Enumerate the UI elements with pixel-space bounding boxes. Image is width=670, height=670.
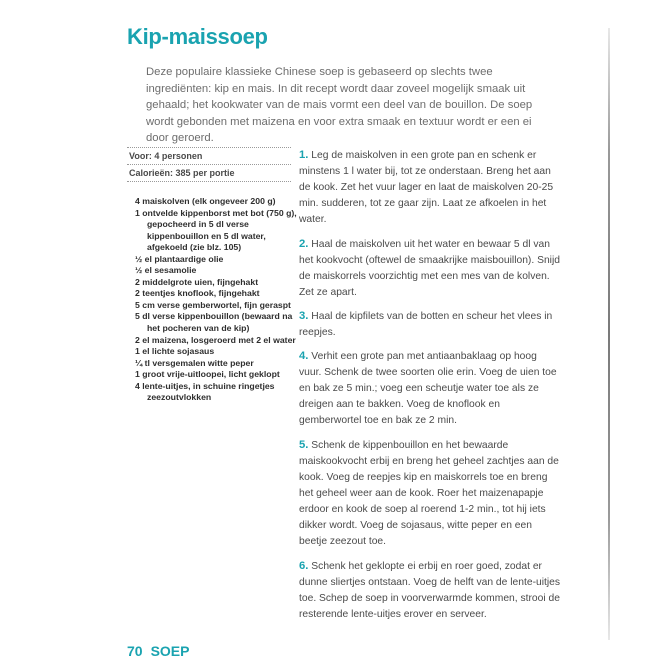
- ingredient-item: 5 dl verse kippenbouillon (bewaard na het pocheren van de kip): [135, 311, 293, 334]
- method-step: [299, 437, 561, 550]
- ingredient-item: 5 cm verse gemberwortel, fijn geraspt: [135, 299, 291, 310]
- step-text: Schenk de kippenbouillon en het bewaarde maiskookvocht erbij en breng het geheel zachtjes aan de kook. Voeg de reepjes kip en maiskorrels toe en breng het geheel weer aan de kook. Roer het maizenapapje erdoor en kook de soep al roerend 1-2 min., tot hij iets dikker wordt. Voeg de sojasaus, witte peper en een beetje zeezout toe.: [299, 440, 559, 547]
- ingredient-list: [135, 196, 300, 404]
- method-step: [299, 236, 561, 301]
- step-text: Verhit een grote pan met antiaanbaklaag op hoog vuur. Schenk de twee soorten olie erin. Voeg de uien toe en bak ze 5 min.; voeg een scheutje water toe als ze dreigen aan te bakken. Voeg de knoflook en gemberwortel toe en bak ze 2 min.: [299, 351, 557, 426]
- step-text: Leg de maiskolven in een grote pan en schenk er minstens 1 l water bij, tot ze onderstaan. Breng het aan de kook. Zet het vuur lager en laat de maiskolven 20-25 min. sudderen, tot ze gaar zijn. Laat ze afkoelen in het water.: [299, 150, 554, 225]
- method-step: [299, 147, 561, 228]
- page-footer: [127, 643, 189, 659]
- ingredient-item: 1 ontvelde kippenborst met bot (750 g), gepocheerd in 5 dl verse kippenbouillon en 5 dl water, afgekoeld (zie blz. 105): [135, 207, 297, 253]
- servings-label: Voor: 4 personen: [129, 151, 203, 161]
- recipe-intro: Deze populaire klassieke Chinese soep is gebaseerd op slechts twee ingrediënten: kip en mais. In dit recept wordt daar zoveel mogelijk smaak uit gehaald; het kookwater van de mais vormt een deel van de bouillon. De soep wordt gebonden met maizena en voor extra smaak en textuur wordt er een ei door geroerd.: [146, 66, 533, 145]
- page-gutter-shadow: [608, 28, 610, 640]
- step-number: 1.: [299, 149, 309, 161]
- ingredient-item: 2 teentjes knoflook, fijngehakt: [135, 288, 260, 299]
- method-step: [299, 558, 561, 623]
- step-number: 4.: [299, 350, 309, 362]
- step-number: 6.: [299, 560, 309, 572]
- meta-divider-top: [127, 147, 291, 148]
- ingredient-item: ½ el sesamolie: [135, 265, 197, 276]
- step-number: 3.: [299, 310, 309, 322]
- ingredient-item: 2 middelgrote uien, fijngehakt: [135, 276, 259, 287]
- step-text: Haal de maiskolven uit het water en bewaar 5 dl van het kookvocht (oftewel de smaakrijke maisbouillon). Snijd de maiskorrels voorzichtig met een mes van de kolven. Zet ze apart.: [299, 239, 560, 298]
- section-name: SOEP: [150, 643, 190, 659]
- meta-divider-bottom: [127, 181, 291, 182]
- step-text: Schenk het geklopte ei erbij en roer goed, zodat er dunne sliertjes ontstaan. Voeg de helft van de lente-uitjes toe. Schep de soep in voorverwarmde kommen, strooi de resterende lente-uitjes erover en serveer.: [299, 561, 561, 620]
- step-number: 2.: [299, 238, 309, 250]
- ingredient-item: 1 groot vrije-uitloopei, licht geklopt: [135, 369, 280, 380]
- ingredient-item: ¼ tl versgemalen witte peper: [135, 357, 254, 368]
- method-steps: [299, 147, 561, 631]
- step-text: Haal de kipfilets van de botten en scheur het vlees in reepjes.: [299, 311, 553, 338]
- method-step: [299, 308, 561, 341]
- method-step: [299, 348, 561, 429]
- page-number: 70: [127, 643, 143, 659]
- ingredient-item: 4 maiskolven (elk ongeveer 200 g): [135, 196, 276, 206]
- step-number: 5.: [299, 439, 309, 451]
- calories-label: Calorieën: 385 per portie: [129, 168, 235, 178]
- meta-divider-middle: [127, 164, 291, 165]
- ingredient-item: 1 el lichte sojasaus: [135, 346, 215, 357]
- ingredient-item: 4 lente-uitjes, in schuine ringetjes zeezoutvlokken: [135, 380, 275, 403]
- recipe-title: Kip-maissoep: [127, 24, 268, 49]
- ingredient-item: 2 el maizena, losgeroerd met 2 el water: [135, 334, 296, 345]
- ingredient-item: ½ el plantaardige olie: [135, 253, 224, 264]
